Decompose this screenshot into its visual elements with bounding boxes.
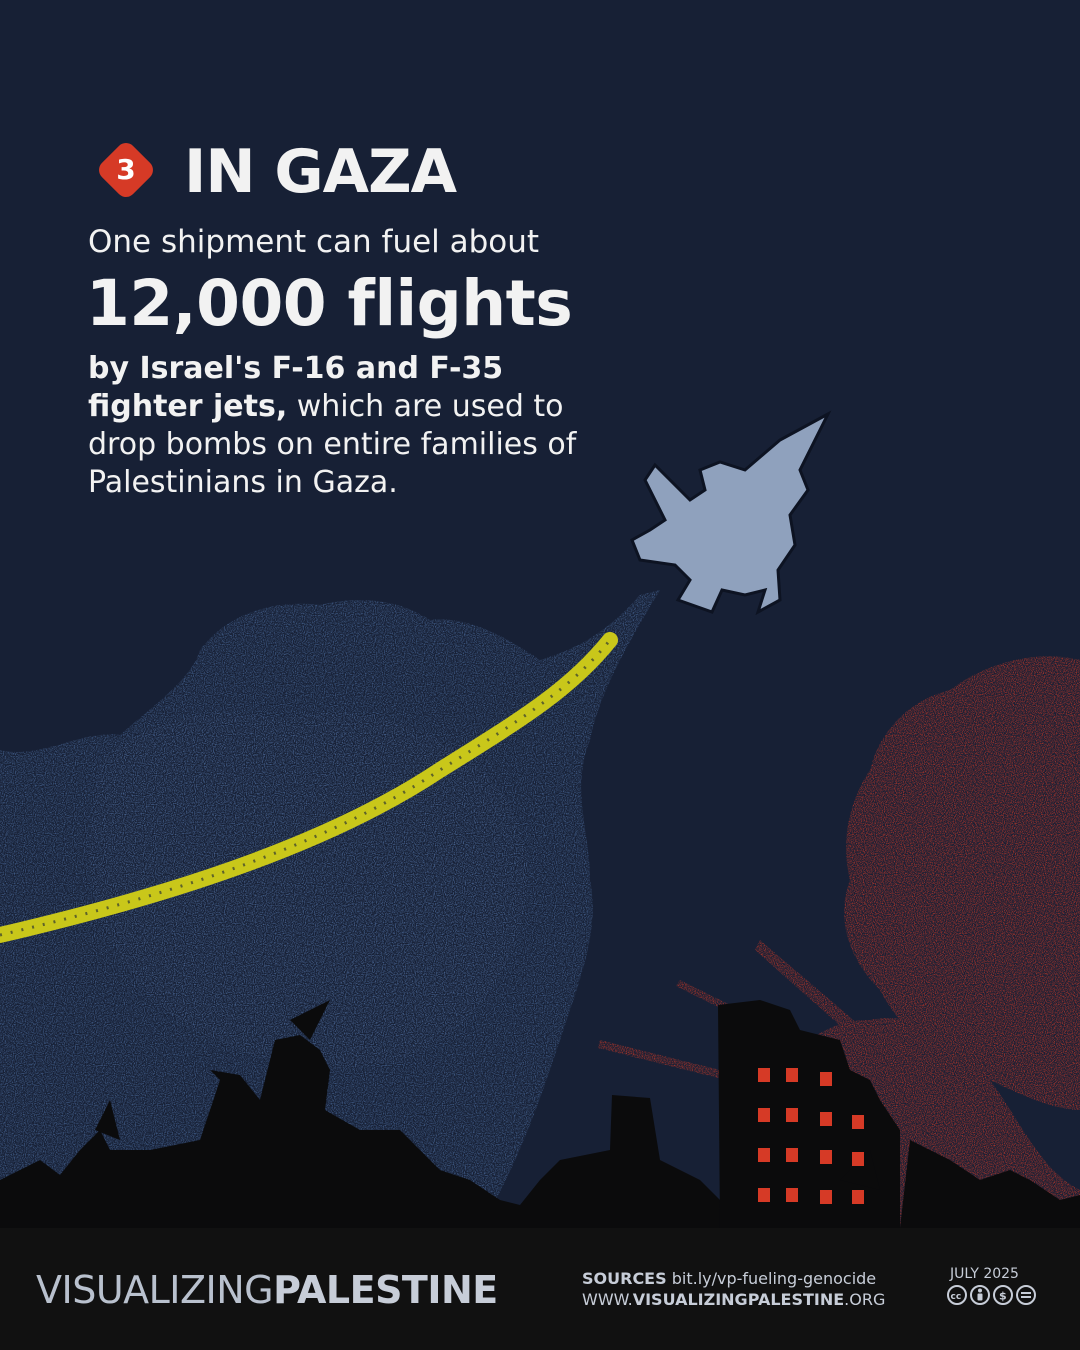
svg-text:cc: cc <box>950 1292 962 1302</box>
website-suffix: .ORG <box>844 1290 886 1309</box>
nd-icon <box>1017 1286 1035 1304</box>
sources-line <box>582 1268 885 1289</box>
step-number: 3 <box>116 153 136 186</box>
section-title: IN GAZA <box>184 137 457 207</box>
website-bold: VISUALIZINGPALESTINE <box>632 1290 845 1309</box>
body-bold: by Israel's F-16 and F-35 fighter jets, <box>88 351 504 424</box>
fighter-jet-icon <box>632 414 828 612</box>
license-icons <box>946 1284 1040 1306</box>
body-text <box>88 350 628 502</box>
intro-text: One shipment can fuel about <box>88 224 540 260</box>
brand-logo <box>36 1266 498 1314</box>
sources-label: SOURCES <box>582 1269 667 1288</box>
svg-text:$: $ <box>999 1289 1007 1303</box>
body-regular: which are used to drop bombs on entire families of Palestinians in Gaza. <box>88 389 577 500</box>
headline-figure: 12,000 flights <box>86 267 573 340</box>
sources-link[interactable]: bit.ly/vp-fueling-genocide <box>671 1269 877 1288</box>
website-line[interactable] <box>582 1289 885 1310</box>
brand-bold: PALESTINE <box>273 1268 498 1312</box>
sources <box>582 1268 885 1310</box>
publish-date: JULY 2025 <box>950 1266 1019 1282</box>
brand-light: VISUALIZING <box>36 1268 274 1312</box>
website-prefix: WWW. <box>582 1290 633 1309</box>
